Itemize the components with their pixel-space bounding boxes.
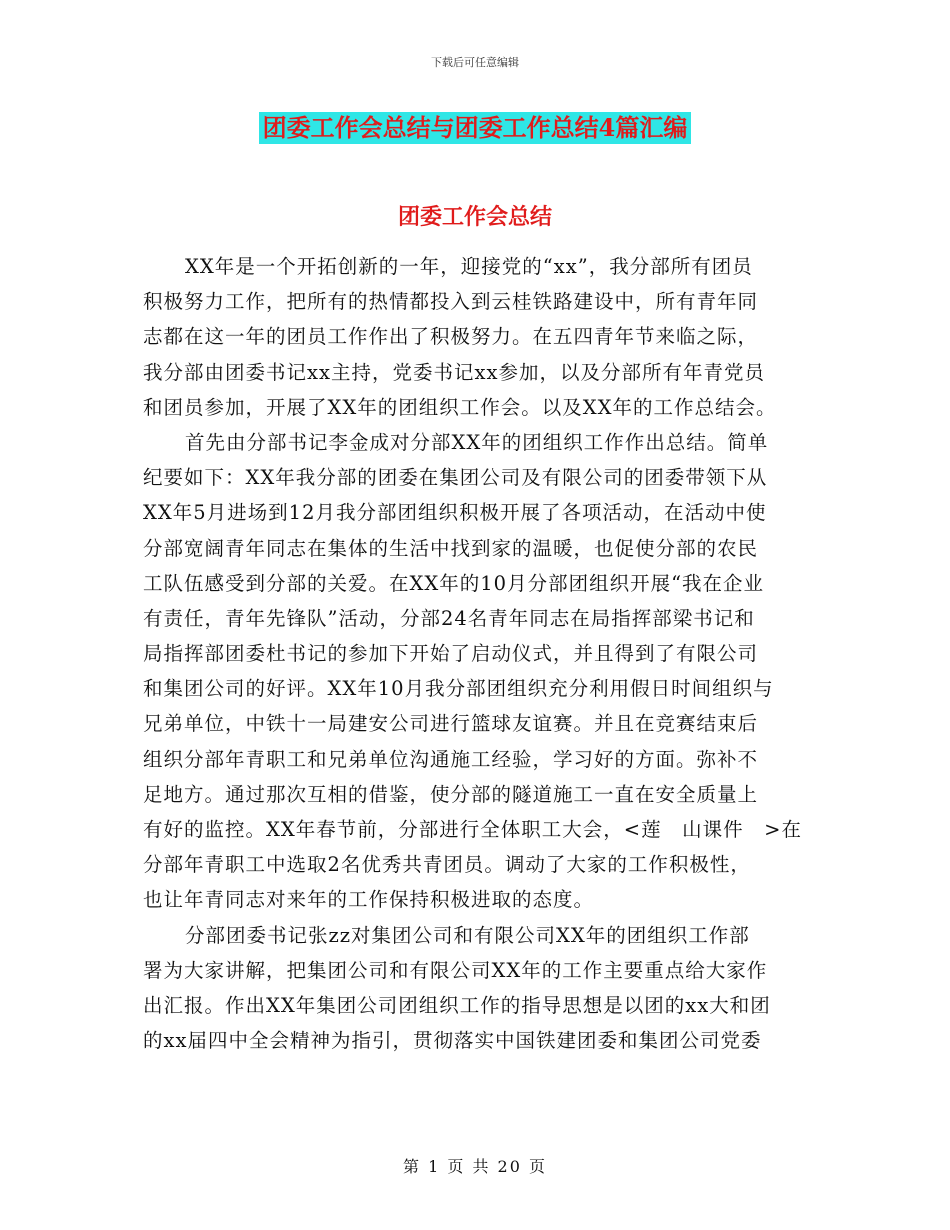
- paragraph-line: 局指挥部团委杜书记的参加下开始了启动仪式，并且得到了有限公司: [143, 642, 759, 666]
- document-title: 团委工作会总结与团委工作总结4篇汇编: [259, 112, 692, 144]
- document-body: [143, 249, 808, 1058]
- document-title-wrap: [0, 112, 950, 144]
- paragraph-line: 有责任，青年先锋队”活动，分部24名青年同志在局指挥部梁书记和: [143, 606, 755, 630]
- paragraph-line: 分部宽阔青年同志在集体的生活中找到家的温暖，也促使分部的农民: [143, 536, 759, 560]
- paragraph-line: 出汇报。作出XX年集团公司团组织工作的指导思想是以团的xx大和团: [143, 993, 771, 1017]
- paragraph-line: 的xx届四中全会精神为指引，贯彻落实中国铁建团委和集团公司党委: [143, 1029, 762, 1053]
- paragraph-line: 有好的监控。XX年春节前，分部进行全体职工大会，<莲 山课件 >在: [143, 818, 802, 841]
- paragraph-line: 分部年青职工中选取2名优秀共青团员。调动了大家的工作积极性，: [143, 853, 751, 877]
- paragraph-line: 和团员参加，开展了XX年的团组织工作会。以及XX年的工作总结会。: [143, 395, 777, 419]
- paragraph-line: 首先由分部书记李金成对分部XX年的团组织工作作出总结。简单: [185, 430, 769, 454]
- paragraph-line: 也让年青同志对来年的工作保持积极进取的态度。: [143, 888, 595, 912]
- paragraph-line: 组织分部年青职工和兄弟单位沟通施工经验，学习好的方面。弥补不: [143, 747, 759, 771]
- paragraph-line: 署为大家讲解，把集团公司和有限公司XX年的工作主要重点给大家作: [143, 958, 768, 982]
- paragraph-line: 我分部由团委书记xx主持，党委书记xx参加，以及分部所有年青党员: [143, 360, 765, 384]
- paragraph-line: XX年5月进场到12月我分部团组织积极开展了各项活动，在活动中使: [143, 501, 767, 525]
- page-number-footer: 第 1 页 共 20 页: [403, 1157, 547, 1176]
- paragraph-line: 志都在这一年的团员工作作出了积极努力。在五四青年节来临之际，: [143, 325, 759, 349]
- page-header-note: 下载后可任意编辑: [431, 56, 519, 69]
- section-title: 团委工作会总结: [397, 204, 552, 230]
- paragraph-line: XX年是一个开拓创新的一年，迎接党的“xx”，我分部所有团员: [185, 255, 753, 278]
- paragraph-line: 兄弟单位，中铁十一局建安公司进行篮球友谊赛。并且在竞赛结束后: [143, 712, 759, 736]
- paragraph-line: 足地方。通过那次互相的借鉴，使分部的隧道施工一直在安全质量上: [143, 782, 759, 806]
- paragraph-line: 分部团委书记张zz对集团公司和有限公司XX年的团组织工作部: [185, 923, 750, 947]
- paragraph-line: 工队伍感受到分部的关爱。在XX年的10月分部团组织开展“我在企业: [143, 571, 765, 595]
- paragraph-line: 积极努力工作，把所有的热情都投入到云桂铁路建设中，所有青年同: [143, 290, 759, 314]
- paragraph-line: 和集团公司的好评。XX年10月我分部团组织充分利用假日时间组织与: [143, 677, 774, 701]
- paragraph-line: 纪要如下：XX年我分部的团委在集团公司及有限公司的团委带领下从: [143, 466, 768, 490]
